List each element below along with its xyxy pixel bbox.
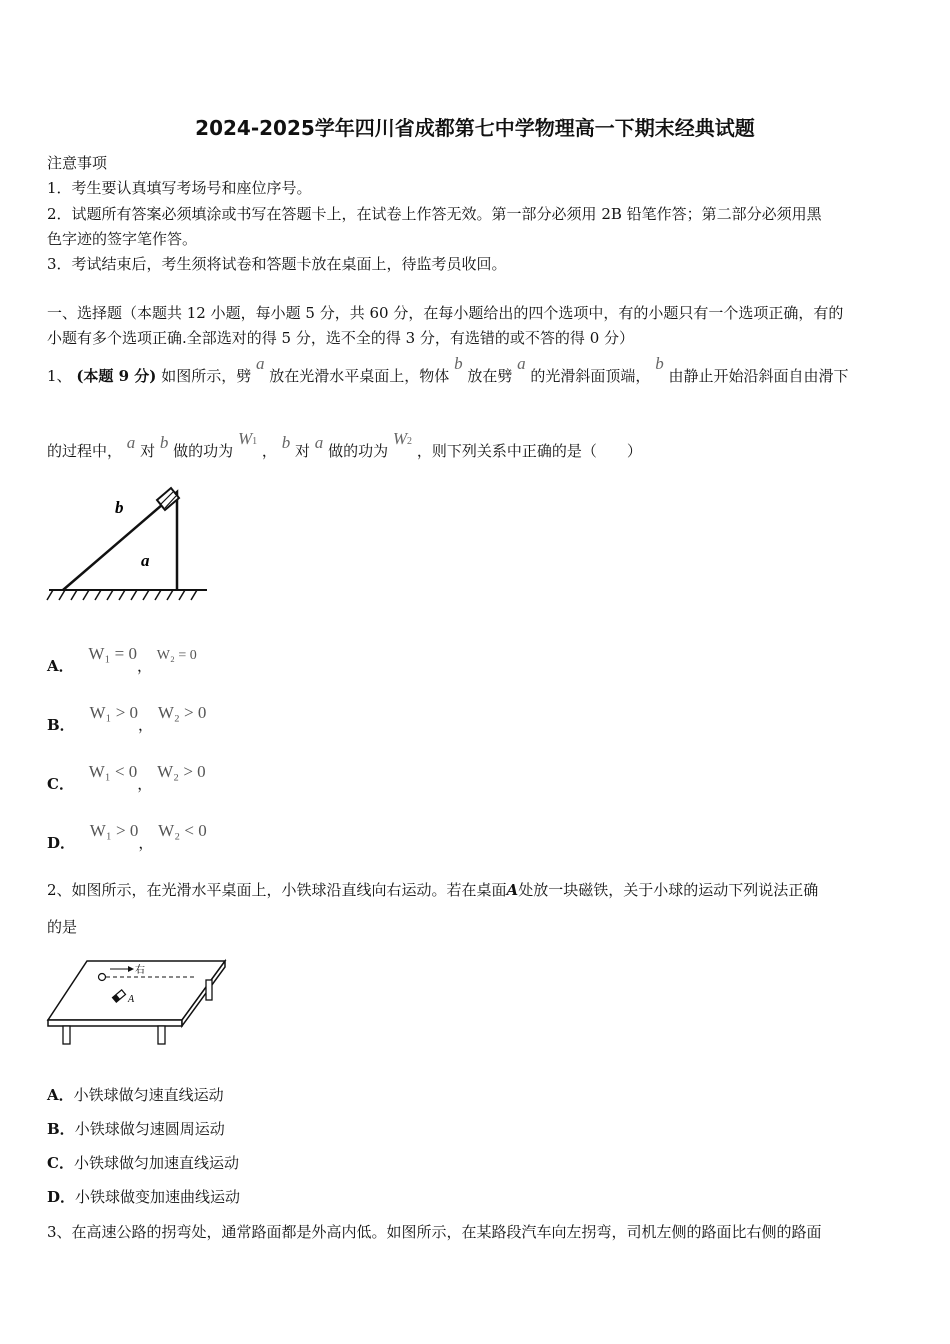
q2-text: 2、如图所示，在光滑水平桌面上，小铁球沿直线向右运动。若在桌面 [47, 881, 507, 899]
var-a: a [126, 433, 136, 452]
notice-heading: 注意事项 [47, 154, 108, 172]
option-letter: A． [47, 1086, 74, 1104]
subscript-1: 1 [252, 436, 258, 447]
q1-option-a [47, 644, 197, 676]
option-w2: W₂ < 0 [158, 821, 207, 840]
q1-line-1 [47, 354, 849, 386]
option-w2: W₂ = 0 [156, 648, 197, 663]
q1-text: 由静止开始沿斜面自由滑下 [668, 367, 849, 385]
q2-option-b [47, 1118, 225, 1139]
q1-text: 如图所示，劈 [161, 367, 252, 385]
table-figure [45, 955, 235, 1050]
var-b: b [454, 354, 463, 373]
q1-text: 对 [294, 442, 310, 460]
option-w2: W₂ > 0 [157, 762, 206, 781]
q2-text: 处放一块磁铁，关于小球的运动下列说法正确 [518, 881, 819, 899]
q1-text: 对 [140, 442, 156, 460]
option-letter: B． [47, 1120, 75, 1138]
wedge-figure [45, 480, 215, 610]
option-letter: D． [47, 1188, 76, 1206]
option-sep: ， [138, 834, 154, 852]
q1-points: (本题 9 分) [76, 367, 157, 385]
q3-line-1: 3、在高速公路的拐弯处，通常路面都是外高内低。如图所示，在某路段汽车向左拐弯，司机左侧的路面比右侧的路面 [47, 1223, 822, 1241]
q1-text: 放在劈 [467, 367, 513, 385]
option-w2: W₂ > 0 [157, 703, 207, 722]
q1-option-d [47, 821, 207, 853]
option-letter: D． [47, 834, 76, 852]
option-w1: W₁ = 0 [88, 644, 137, 663]
option-letter: C． [47, 775, 74, 793]
option-text: 小铁球做变加速曲线运动 [75, 1188, 241, 1206]
var-a: a [517, 354, 526, 373]
q2-option-d [47, 1186, 240, 1207]
option-sep: ， [138, 716, 154, 734]
q1-option-b [47, 703, 207, 735]
q1-text: 做的功为 [328, 442, 389, 460]
fig-label-a: a [141, 551, 150, 570]
option-letter: A． [47, 657, 74, 675]
q1-text: 放在光滑水平桌面上，物体 [269, 367, 450, 385]
notice-item-2: 2．试题所有答案必须填涂或书写在答题卡上，在试卷上作答无效。第一部分必须用 2B 铅笔作答；第二部分必须用黑 [47, 205, 822, 223]
q2-line-2: 的是 [47, 918, 78, 936]
notice-item-1: 1．考生要认真填写考场号和座位序号。 [47, 179, 312, 197]
var-W2 [393, 429, 412, 448]
var-W: W [392, 429, 408, 448]
q1-line-2 [47, 429, 642, 461]
q1-text: 的光滑斜面顶端， [530, 367, 651, 385]
q2-option-a [47, 1084, 224, 1105]
subscript-2: 2 [407, 436, 413, 447]
notice-item-2-cont: 色字迹的签字笔作答。 [47, 230, 198, 248]
q1-text: 做的功为 [173, 442, 234, 460]
notice-item-3: 3．考试结束后，考生须将试卷和答题卡放在桌面上，待监考员收回。 [47, 255, 507, 273]
fig-right-label: 右 [135, 965, 145, 976]
q1-text: ，则下列关系中正确的是（ ） [416, 442, 642, 460]
q2-line-1 [47, 879, 818, 900]
var-W: W [237, 429, 253, 448]
var-a: a [314, 433, 324, 452]
q1-number: 1、 [47, 367, 72, 385]
option-letter: C． [47, 1154, 74, 1172]
page-title: 2024-2025学年四川省成都第七中学物理高一下期末经典试题 [195, 116, 755, 140]
option-text: 小铁球做匀加速直线运动 [73, 1154, 239, 1172]
option-text: 小铁球做匀速直线运动 [73, 1086, 224, 1104]
q2-option-c [47, 1152, 239, 1173]
q1-option-c [47, 762, 206, 794]
option-text: 小铁球做匀速圆周运动 [74, 1120, 225, 1138]
var-b: b [281, 433, 291, 452]
var-a: a [255, 354, 265, 373]
option-sep: ， [136, 657, 152, 675]
q2-point-a: A [506, 881, 519, 899]
fig-label-b: b [115, 498, 124, 517]
var-b: b [159, 433, 169, 452]
option-w1: W₁ > 0 [89, 821, 139, 840]
section-heading: 一、选择题（本题共 12 小题，每小题 5 分，共 60 分，在每小题给出的四个选项中，有的小题只有一个选项正确，有的 [47, 304, 844, 322]
var-b: b [655, 354, 664, 373]
var-W1 [238, 429, 257, 448]
fig-a-label: A [128, 994, 135, 1005]
option-w1: W₁ > 0 [89, 703, 139, 722]
option-sep: ， [137, 775, 153, 793]
section-heading-cont: 小题有多个选项正确.全部选对的得 5 分，选不全的得 3 分，有选错的或不答的得 0 分） [47, 329, 635, 347]
q1-text: ， [261, 442, 277, 460]
option-letter: B． [47, 716, 75, 734]
q1-text: 的过程中， [47, 442, 123, 460]
option-w1: W₁ < 0 [88, 762, 138, 781]
